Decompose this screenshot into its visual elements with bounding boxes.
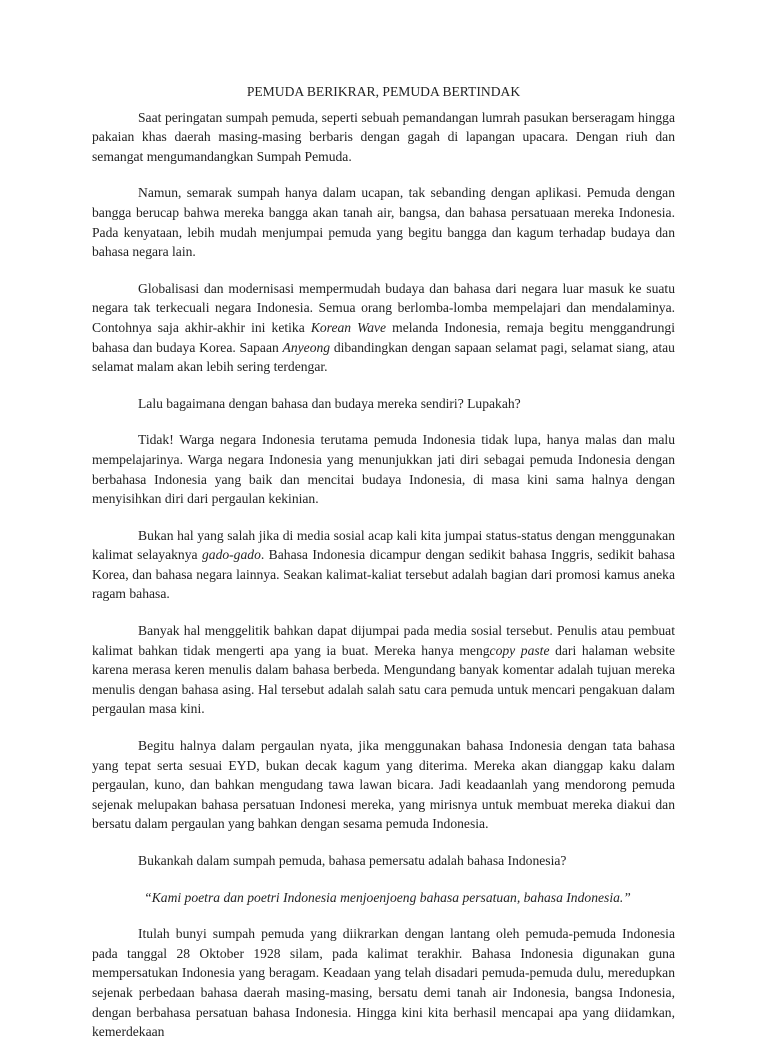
paragraph-5: Tidak! Warga negara Indonesia terutama pemuda Indonesia tidak lupa, hanya malas dan malu mempelajarinya. Warga negara Indonesia yang menunjukkan jati diri sebagai pemuda Indonesia dengan berbahasa Indonesia yang baik dan mencitai budaya Indonesia, di masa kini sama halnya dengan menyisihkan diri dari pergaulan kekinian. bbox=[92, 432, 675, 507]
paragraph-8: Begitu halnya dalam pergaulan nyata, jika menggunakan bahasa Indonesia dengan tata bahasa yang tepat serta sesuai EYD, bukan decak kagum yang diterima. Mereka akan dianggap kaku dalam pergaulan, kuno, dan bahkan mengudang tawa lawan bicara. Jadi keadaanlah yang mendorong pemuda sejenak melupakan bahasa persatuan Indonesi mereka, yang mirisnya untuk membuat mereka diakui dan bersatu dalam pergaulan yang bahkan dengan sesama pemuda Indonesia. bbox=[92, 738, 675, 832]
document-title: PEMUDA BERIKRAR, PEMUDA BERTINDAK bbox=[246, 84, 521, 99]
paragraph-7 bbox=[92, 621, 675, 719]
paragraph-6-italic-gado-gado: gado-gado bbox=[201, 547, 261, 563]
sumpah-pemuda-quote: “Kami poetra dan poetri Indonesia menjoenjoeng bahasa persatuan, bahasa Indonesia.” bbox=[144, 889, 631, 905]
document-page bbox=[92, 82, 675, 1059]
paragraph-3 bbox=[92, 279, 675, 377]
paragraph-3-italic-korean-wave: Korean Wave bbox=[310, 319, 387, 335]
paragraph-2: Namun, semarak sumpah hanya dalam ucapan, tak sebanding dengan aplikasi. Pemuda dengan bangga berucap bahwa mereka bangga akan tanah air, bangsa, dan bahasa persatuaan mereka Indonesia. Pada kenyataan, lebih mudah menjumpai pemuda yang begitu bangga dan kagum terhadap budaya dan bahasa negara lain. bbox=[92, 185, 675, 260]
paragraph-4: Lalu bagaimana dengan bahasa dan budaya mereka sendiri? Lupakah? bbox=[138, 395, 521, 411]
paragraph-7-italic-copy-paste: copy paste bbox=[489, 642, 550, 658]
paragraph-3-text-c: dibandingkan dengan sapaan selamat pagi, selamat siang, atau selamat malam akan lebih sering terdengar. bbox=[92, 339, 675, 375]
paragraph-6-text-a: Bukan hal yang salah jika di media sosial acap kali kita jumpai status-status dengan menggunakan kalimat selayaknya bbox=[92, 527, 675, 563]
paragraph-7-text-a: Banyak hal menggelitik bahkan dapat dijumpai pada media sosial tersebut. Penulis atau pembuat kalimat bahkan tidak mengerti apa yang ia buat. Mereka hanya meng bbox=[92, 623, 675, 658]
paragraph-6-text-b: . Bahasa Indonesia dicampur dengan sedikit bahasa Inggris, sedikit bahasa Korea, dan bahasa negara lainnya. Seakan kalimat-kaliat tersebut adalah bagian dari promosi kamus aneka ragam bahasa. bbox=[92, 547, 675, 602]
paragraph-10: Itulah bunyi sumpah pemuda yang diikrarkan dengan lantang oleh pemuda-pemuda Indonesia pada tanggal 28 Oktober 1928 silam, pada kalimat terakhir. Bahasa Indonesia digunakan guna mempersatukan Indonesia yang beragam. Keadaan yang telah disadari pemuda-pemuda dulu, meredupkan sejenak perbedaan bahasa daerah masing-masing, bersatu demi tanah air Indonesia, bangsa Indonesia, dengan berbahasa persatuan bahasa Indonesia. Hingga kini kita berhasil mencapai apa yang diidamkan, kemerdekaan bbox=[92, 926, 675, 1040]
paragraph-3-text-a: Globalisasi dan modernisasi mempermudah budaya dan bahasa dari negara luar masuk ke suatu negara tak terkecuali negara Indonesia. Semua orang berlomba-lomba mempelajari dan mendalaminya. Contohnya saja akhir-akhir ini ketika bbox=[92, 280, 675, 335]
paragraph-6 bbox=[92, 526, 675, 604]
paragraph-9: Bukankah dalam sumpah pemuda, bahasa pemersatu adalah bahasa Indonesia? bbox=[138, 853, 567, 868]
paragraph-3-text-b: melanda Indonesia, remaja begitu menggandrungi bahasa dan budaya Korea. Sapaan bbox=[92, 319, 676, 355]
paragraph-3-italic-anyeong: Anyeong bbox=[282, 339, 331, 355]
paragraph-1: Saat peringatan sumpah pemuda, seperti sebuah pemandangan lumrah pasukan berseragam hingga pakaian khas daerah masing-masing berbaris dengan gagah di lapangan upacara. Dengan riuh dan semangat mengumandangkan Sumpah Pemuda. bbox=[92, 109, 675, 164]
paragraph-7-text-b: dari halaman website karena merasa keren menulis dalam bahasa berbeda. Mengundang banyak komentar adalah tujuan mereka menulis dengan bahasa asing. Hal tersebut adalah salah satu cara pemuda untuk mencari pengakuan dalam pergaulan masa kini. bbox=[92, 642, 675, 717]
